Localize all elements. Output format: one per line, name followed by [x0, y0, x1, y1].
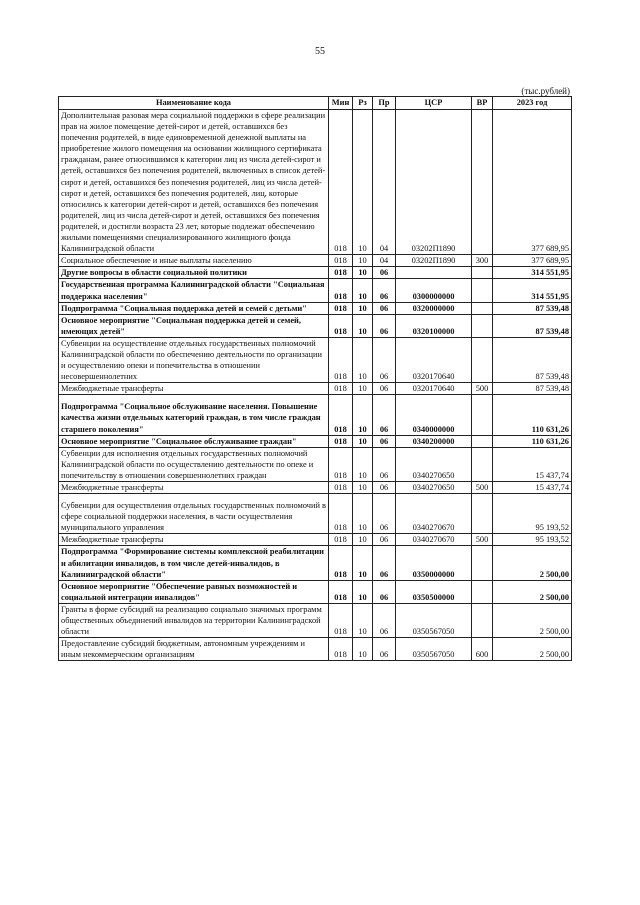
header-vr: ВР: [472, 97, 493, 110]
row-pr: 06: [373, 267, 396, 279]
row-vr: 500: [472, 534, 493, 546]
row-min: 018: [329, 383, 353, 395]
row-csr: 03202П1890: [396, 110, 472, 255]
row-csr: 0340270670: [396, 534, 472, 546]
row-rz: 10: [353, 603, 373, 637]
row-rz: 10: [353, 494, 373, 534]
table-row: [59, 638, 572, 661]
row-csr: 03202П1890: [396, 255, 472, 267]
header-min: Мин: [329, 97, 353, 110]
row-rz: 10: [353, 482, 373, 494]
row-min: 018: [329, 279, 353, 302]
row-min: 018: [329, 534, 353, 546]
header-year: 2023 год: [493, 97, 572, 110]
row-csr: 0340270650: [396, 447, 472, 481]
header-name: Наименование кода: [59, 97, 329, 110]
row-amount: 2 500,00: [493, 603, 572, 637]
row-pr: 06: [373, 494, 396, 534]
row-rz: 10: [353, 534, 373, 546]
table-row: [59, 435, 572, 447]
row-rz: 10: [353, 337, 373, 382]
table-row: [59, 603, 572, 637]
row-rz: 10: [353, 447, 373, 481]
row-vr: [472, 279, 493, 302]
row-pr: 06: [373, 447, 396, 481]
row-min: 018: [329, 638, 353, 661]
row-csr: 0320170640: [396, 383, 472, 395]
row-csr: 0320000000: [396, 302, 472, 314]
header-rz: Рз: [353, 97, 373, 110]
row-amount: 95 193,52: [493, 534, 572, 546]
row-csr: [396, 267, 472, 279]
row-vr: 600: [472, 638, 493, 661]
row-amount: 87 539,48: [493, 314, 572, 337]
table-row: [59, 279, 572, 302]
row-name: Социальное обеспечение и иные выплаты населению: [59, 255, 329, 267]
row-csr: 0340270650: [396, 482, 472, 494]
row-pr: 06: [373, 337, 396, 382]
row-pr: 04: [373, 110, 396, 255]
row-vr: [472, 337, 493, 382]
row-vr: [472, 580, 493, 603]
units-label: (тыс.рублей): [521, 86, 570, 96]
table-row: [59, 110, 572, 255]
row-pr: 06: [373, 580, 396, 603]
row-amount: 377 689,95: [493, 255, 572, 267]
row-min: 018: [329, 110, 353, 255]
row-name: Межбюджетные трансферты: [59, 383, 329, 395]
table-row: [59, 580, 572, 603]
row-vr: 500: [472, 383, 493, 395]
table-body: [59, 110, 572, 661]
row-pr: 06: [373, 546, 396, 580]
row-csr: 0340200000: [396, 435, 472, 447]
table-row: [59, 395, 572, 435]
row-amount: 87 539,48: [493, 383, 572, 395]
row-rz: 10: [353, 546, 373, 580]
row-min: 018: [329, 435, 353, 447]
row-name: Субвенции на осуществление отдельных государственных полномочий Калининградской области по обеспечению деятельности по организации и осуществлению опеки и попечительства в отношении несовершеннолетних: [59, 337, 329, 382]
row-rz: 10: [353, 302, 373, 314]
row-vr: 300: [472, 255, 493, 267]
row-min: 018: [329, 447, 353, 481]
row-pr: 06: [373, 279, 396, 302]
row-pr: 06: [373, 314, 396, 337]
row-vr: [472, 302, 493, 314]
row-name: Подпрограмма "Формирование системы комплексной реабилитации и абилитации инвалидов, в том числе детей-инвалидов, в Калининградской области": [59, 546, 329, 580]
row-pr: 06: [373, 395, 396, 435]
table-row: [59, 267, 572, 279]
row-csr: 0300000000: [396, 279, 472, 302]
table-row: [59, 337, 572, 382]
table-row: [59, 383, 572, 395]
row-amount: 15 437,74: [493, 447, 572, 481]
header-pr: Пр: [373, 97, 396, 110]
row-pr: 06: [373, 482, 396, 494]
row-min: 018: [329, 603, 353, 637]
row-csr: 0340270670: [396, 494, 472, 534]
row-min: 018: [329, 314, 353, 337]
row-rz: 10: [353, 110, 373, 255]
row-name: Подпрограмма "Социальное обслуживание населения. Повышение качества жизни отдельных категорий граждан, в том числе граждан старшего поколения": [59, 395, 329, 435]
row-csr: 0320170640: [396, 337, 472, 382]
row-rz: 10: [353, 383, 373, 395]
row-pr: 06: [373, 603, 396, 637]
table-row: [59, 302, 572, 314]
row-csr: 0320100000: [396, 314, 472, 337]
row-csr: 0340000000: [396, 395, 472, 435]
row-rz: 10: [353, 314, 373, 337]
row-amount: 15 437,74: [493, 482, 572, 494]
row-amount: 95 193,52: [493, 494, 572, 534]
row-amount: 87 539,48: [493, 337, 572, 382]
row-min: 018: [329, 267, 353, 279]
row-name: Гранты в форме субсидий на реализацию социально значимых программ общественных объединений инвалидов на территории Калининградской области: [59, 603, 329, 637]
row-vr: [472, 435, 493, 447]
budget-table: [58, 96, 572, 661]
row-min: 018: [329, 337, 353, 382]
row-vr: 500: [472, 482, 493, 494]
row-rz: 10: [353, 279, 373, 302]
row-name: Основное мероприятие "Обеспечение равных возможностей и социальной интеграции инвалидов": [59, 580, 329, 603]
row-min: 018: [329, 302, 353, 314]
row-pr: 06: [373, 435, 396, 447]
row-rz: 10: [353, 255, 373, 267]
row-name: Субвенции для осуществления отдельных государственных полномочий в сфере социальной поддержки населения, в части осуществления муниципального управления: [59, 494, 329, 534]
row-vr: [472, 447, 493, 481]
row-pr: 06: [373, 302, 396, 314]
row-vr: [472, 546, 493, 580]
row-amount: 314 551,95: [493, 267, 572, 279]
table-row: [59, 494, 572, 534]
row-amount: 2 500,00: [493, 546, 572, 580]
table-row: [59, 255, 572, 267]
row-name: Подпрограмма "Социальная поддержка детей и семей с детьми": [59, 302, 329, 314]
row-amount: 314 551,95: [493, 279, 572, 302]
row-min: 018: [329, 482, 353, 494]
table-header-row: [59, 97, 572, 110]
row-amount: 2 500,00: [493, 638, 572, 661]
row-amount: 110 631,26: [493, 395, 572, 435]
row-min: 018: [329, 494, 353, 534]
row-pr: 06: [373, 383, 396, 395]
row-vr: [472, 110, 493, 255]
row-rz: 10: [353, 580, 373, 603]
row-rz: 10: [353, 638, 373, 661]
row-pr: 06: [373, 638, 396, 661]
row-min: 018: [329, 395, 353, 435]
row-amount: 110 631,26: [493, 435, 572, 447]
row-amount: 87 539,48: [493, 302, 572, 314]
row-vr: [472, 314, 493, 337]
table-row: [59, 447, 572, 481]
row-vr: [472, 267, 493, 279]
row-rz: 10: [353, 435, 373, 447]
row-min: 018: [329, 580, 353, 603]
row-name: Дополнительная разовая мера социальной поддержки в сфере реализации прав на жилое помещение детей-сирот и детей, оставшихся без попечения родителей, в виде единовременной денежной выплаты на приобретение жилого помещения на основании жилищного сертификата гражданам, ранее относившимся к категории лиц из числа детей-сирот и детей, оставшихся без попечения родителей, включенных в список детей-сирот и детей, оставшихся без попечения родителей, лиц из числа детей-сирот и детей, оставшихся без попечения родителей, лиц, которые относились к категории детей-сирот и детей, оставшихся без попечения родителей, лиц из числа детей-сирот и детей, оставшихся без попечения родителей, и достигли возраста 23 лет, которые подлежат обеспечению жилыми помещениями специализированного жилищного фонда Калининградской области: [59, 110, 329, 255]
row-amount: 2 500,00: [493, 580, 572, 603]
row-pr: 04: [373, 255, 396, 267]
row-name: Основное мероприятие "Социальная поддержка детей и семей, имеющих детей": [59, 314, 329, 337]
row-vr: [472, 603, 493, 637]
row-min: 018: [329, 546, 353, 580]
row-name: Субвенции для исполнения отдельных государственных полномочий Калининградской области по осуществлению деятельности по опеке и попечительству в отношении совершеннолетних граждан: [59, 447, 329, 481]
page-number: 55: [315, 46, 325, 57]
row-name: Другие вопросы в области социальной политики: [59, 267, 329, 279]
table-row: [59, 534, 572, 546]
row-name: Основное мероприятие "Социальное обслуживание граждан": [59, 435, 329, 447]
row-name: Государственная программа Калининградской области "Социальная поддержка населения": [59, 279, 329, 302]
row-rz: 10: [353, 267, 373, 279]
row-name: Межбюджетные трансферты: [59, 534, 329, 546]
table-row: [59, 314, 572, 337]
row-min: 018: [329, 255, 353, 267]
row-rz: 10: [353, 395, 373, 435]
row-vr: [472, 494, 493, 534]
row-pr: 06: [373, 534, 396, 546]
table-row: [59, 546, 572, 580]
row-csr: 0350500000: [396, 580, 472, 603]
row-vr: [472, 395, 493, 435]
row-csr: 0350567050: [396, 638, 472, 661]
row-name: Межбюджетные трансферты: [59, 482, 329, 494]
row-name: Предоставление субсидий бюджетным, автономным учреждениям и иным некоммерческим организациям: [59, 638, 329, 661]
table-row: [59, 482, 572, 494]
row-amount: 377 689,95: [493, 110, 572, 255]
row-csr: 0350567050: [396, 603, 472, 637]
header-csr: ЦСР: [396, 97, 472, 110]
row-csr: 0350000000: [396, 546, 472, 580]
